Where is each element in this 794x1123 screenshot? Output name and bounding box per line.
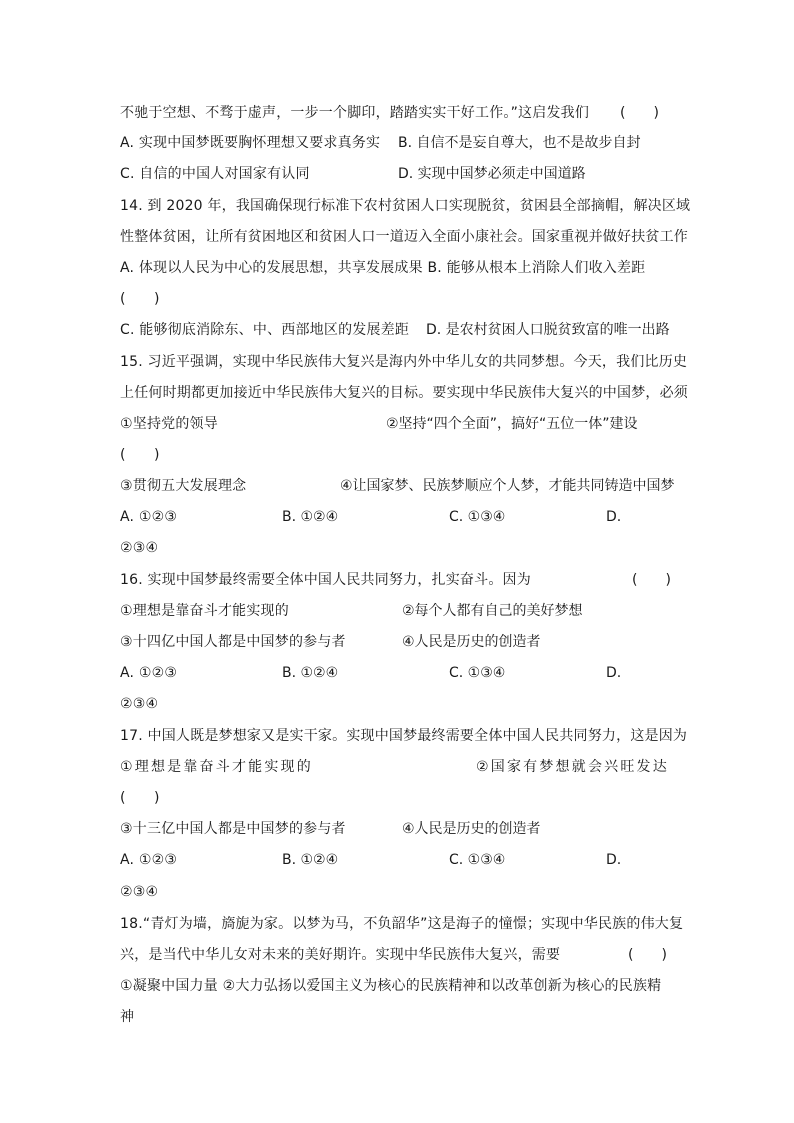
q14-stem-line2: 性整体贫困，让所有贫困地区和贫困人口一道迈入全面小康社会。国家重视并做好扶贫工作 (120, 229, 688, 245)
q13-option-c: C. 自信的中国人对国家有认同 (120, 166, 310, 182)
q16-stem: 16. 实现中国梦最终需要全体中国人民共同努力，扎实奋斗。因为 (120, 572, 531, 588)
q15-option-d: D. (606, 509, 622, 525)
q17-option-d: D. (606, 852, 622, 868)
q16-option-a: A. ①②③ (120, 665, 178, 681)
q16-item-4: ④人民是历史的创造者 (402, 634, 541, 650)
q16-item-1: ①理想是靠奋斗才能实现的 (120, 603, 289, 619)
q13-answer-paren: ( ) (620, 105, 659, 121)
q15-item-4: ④让国家梦、民族梦顺应个人梦，才能共同铸造中国梦 (340, 478, 675, 494)
q16-item-3: ③十四亿中国人都是中国梦的参与者 (120, 634, 346, 650)
q17-item-3: ③十三亿中国人都是中国梦的参与者 (120, 821, 346, 837)
q15-answer-paren: ( ) (120, 447, 160, 463)
q18-stem-line1: 18.“青灯为墙，旖旎为家。以梦为马，不负韶华”这是海子的憧憬；实现中华民族的伟大复 (120, 916, 684, 932)
q16-option-d: D. (606, 665, 622, 681)
q17-option-c: C. ①③④ (449, 852, 506, 868)
q15-item-1: ①坚持党的领导 (120, 416, 218, 432)
q14-stem-line1: 14. 到 2020 年，我国确保现行标准下农村贫困人口实现脱贫，贫困县全部摘帽，解决区域 (120, 198, 691, 214)
q14-option-d: D. 是农村贫困人口脱贫致富的唯一出路 (426, 322, 670, 338)
q15-option-d-continued: ②③④ (120, 540, 159, 556)
q15-item-2: ②坚持“四个全面”，搞好“五位一体”建设 (386, 416, 638, 432)
q13-option-a: A. 实现中国梦既要胸怀理想又要求真务实 (120, 135, 381, 151)
q16-item-2: ②每个人都有自己的美好梦想 (402, 603, 583, 619)
q17-stem: 17. 中国人既是梦想家又是实干家。实现中国梦最终需要全体中国人民共同努力，这是因为 (120, 728, 688, 744)
q17-item-2: ②国家有梦想就会兴旺发达 (476, 759, 669, 775)
q17-item-4: ④人民是历史的创造者 (402, 821, 541, 837)
q16-option-b: B. ①②④ (282, 665, 339, 681)
q15-option-a: A. ①②③ (120, 509, 178, 525)
q16-option-c: C. ①③④ (449, 665, 506, 681)
q17-option-a: A. ①②③ (120, 852, 178, 868)
q17-option-d-continued: ②③④ (120, 884, 159, 900)
q14-option-c: C. 能够彻底消除东、中、西部地区的发展差距 (120, 322, 410, 338)
q16-answer-paren: ( ) (632, 572, 671, 588)
q15-item-3: ③贯彻五大发展理念 (120, 478, 247, 494)
q15-stem-line1: 15. 习近平强调，实现中华民族伟大复兴是海内外中华儿女的共同梦想。今天，我们比历史 (120, 354, 688, 370)
q17-answer-paren: ( ) (120, 790, 160, 806)
q18-answer-paren: ( ) (628, 947, 667, 963)
q15-option-b: B. ①②④ (282, 509, 339, 525)
q18-items-line: ①凝聚中国力量 ②大力弘扬以爱国主义为核心的民族精神和以改革创新为核心的民族精 (120, 978, 662, 994)
q17-option-b: B. ①②④ (282, 852, 339, 868)
q14-answer-paren: ( ) (120, 291, 160, 307)
q15-option-c: C. ①③④ (449, 509, 506, 525)
q13-stem-end: 不驰于空想、不骛于虚声，一步一个脚印，踏踏实实干好工作。”这启发我们 (120, 105, 590, 121)
q18-stem-line2: 兴，是当代中华儿女对未来的美好期许。实现中华民族伟大复兴，需要 (120, 947, 561, 963)
q14-option-a-b: A. 体现以人民为中心的发展思想，共享发展成果 B. 能够从根本上消除人们收入差距 (120, 260, 646, 276)
q17-item-1: ①理想是靠奋斗才能实现的 (120, 759, 313, 775)
q13-option-d: D. 实现中国梦必须走中国道路 (398, 166, 586, 182)
q13-option-b: B. 自信不是妄自尊大，也不是故步自封 (398, 135, 641, 151)
q16-option-d-continued: ②③④ (120, 696, 159, 712)
q18-items-line-continued: 神 (120, 1009, 135, 1025)
q15-stem-line2: 上任何时期都更加接近中华民族伟大复兴的目标。要实现中华民族伟大复兴的中国梦，必须 (120, 385, 688, 401)
